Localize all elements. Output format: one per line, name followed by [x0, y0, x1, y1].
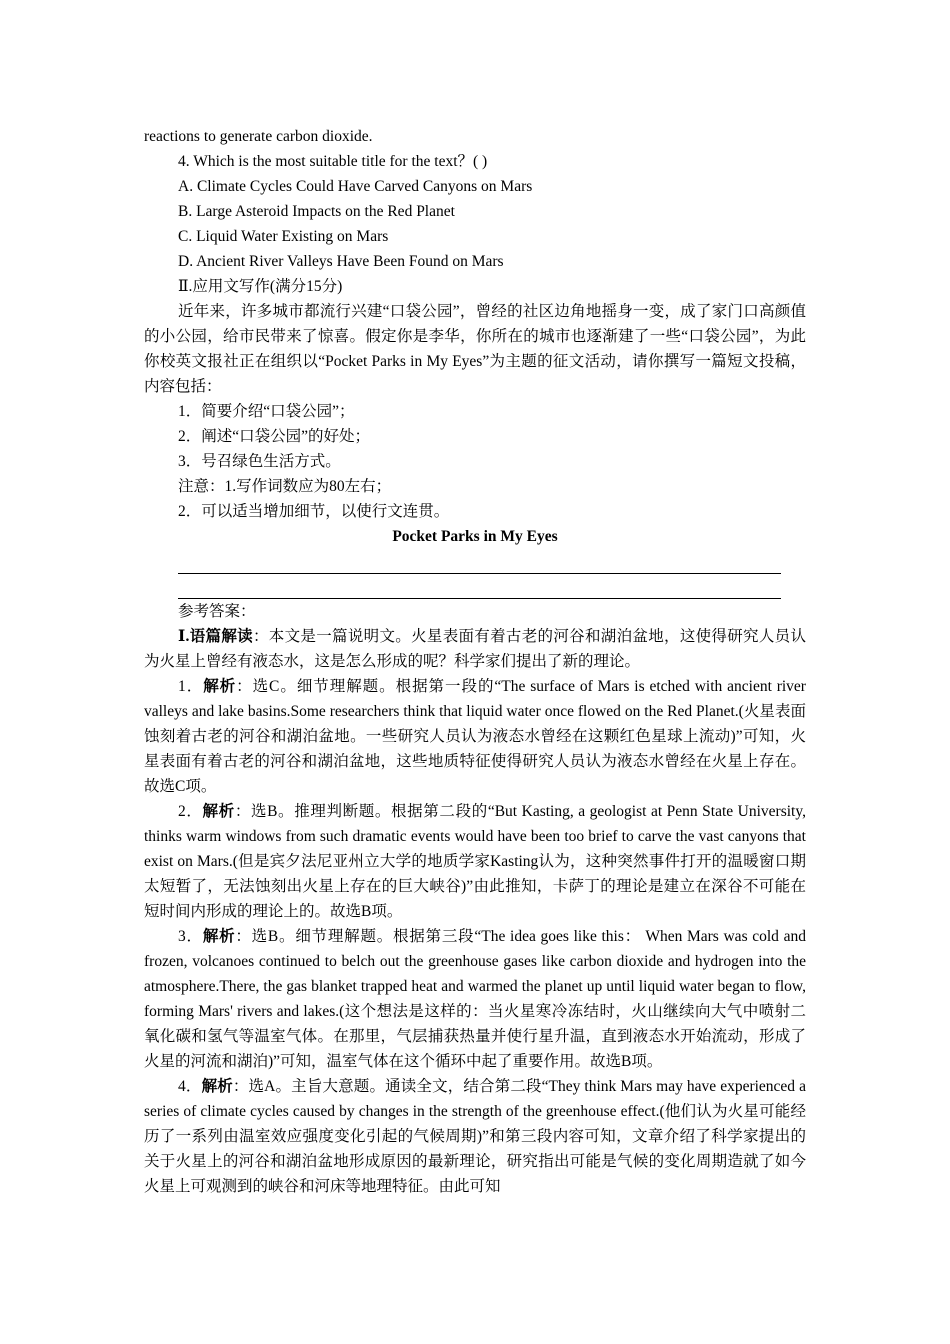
writing-point-1: 1．简要介绍“口袋公园”；	[178, 403, 355, 420]
answer-label: 解析	[202, 928, 236, 945]
answer-number: 1．	[178, 678, 204, 695]
writing-note-1: 注意：1.写作词数应为80左右；	[178, 478, 392, 495]
answer-3	[144, 924, 806, 1074]
answer-2	[144, 799, 806, 924]
passage-intro	[144, 624, 806, 674]
q3-continuation: reactions to generate carbon dioxide.	[144, 128, 373, 145]
answer-text: ：选B。推理判断题。根据第二段的“But Kasting, a geologist at Penn State University, thinks warm windows from such dramatic events would have been too brief to carve the vast canyons that exist on Mars.(但是宾夕法尼亚州立大学的地质学家Kasting认为，这种突然事件打开的温暖窗口期太短暂了，无法蚀刻出火星上存在的巨大峡谷)”由此推知，卡萨丁的理论是建立在深谷不可能在短时间内形成的理论上的。故选B项。	[144, 803, 806, 920]
answers-heading: 参考答案：	[178, 603, 256, 620]
writing-prompt: 近年来，许多城市都流行兴建“口袋公园”，曾经的社区边角地摇身一变，成了家门口高颜值的小公园，给市民带来了惊喜。假定你是李华，你所在的城市也逐渐建了一些“口袋公园”，为此你校英文报社正在组织以“Pocket Parks in My Eyes”为主题的征文活动，请你撰写一篇短文投稿，内容包括：	[144, 303, 806, 395]
essay-title: Pocket Parks in My Eyes	[392, 528, 558, 545]
answer-number: 3．	[178, 928, 203, 945]
answer-label: 解析	[203, 678, 237, 695]
intro-label: Ⅰ.语篇解读	[178, 628, 253, 645]
writing-note-2: 2．可以适当增加细节，以使行文连贯。	[178, 503, 450, 520]
answer-label: 解析	[202, 803, 235, 820]
intro-text: ：本文是一篇说明文。火星表面有着古老的河谷和湖泊盆地，这使得研究人员认为火星上曾经有液态水，这是怎么形成的呢？科学家们提出了新的理论。	[144, 628, 806, 670]
question-4-stem: 4. Which is the most suitable title for the text？( )	[178, 153, 488, 170]
option-c: C. Liquid Water Existing on Mars	[178, 228, 389, 245]
answer-text: ：选B。细节理解题。根据第三段“The idea goes like this： When Mars was cold and frozen, volcanoes continued to belch out the greenhouse gases like carbon dioxide and hydrogen into the atmosphere.There, the gas blanket trapped heat and warmed the planet up until liquid water began to flow, forming Mars' rivers and lakes.(这个想法是这样的：当火星寒冷冻结时，火山继续向大气中喷射二氧化碳和氢气等温室气体。在那里，气层捕获热量并使行星升温，直到液态水开始流动，形成了火星的河流和湖泊)”可知，温室气体在这个循环中起了重要作用。故选B项。	[144, 928, 806, 1070]
option-a: A. Climate Cycles Could Have Carved Canyons on Mars	[178, 178, 533, 195]
option-b: B. Large Asteroid Impacts on the Red Planet	[178, 203, 455, 220]
answer-1	[144, 674, 806, 799]
answer-text: ：选A。主旨大意题。通读全文，结合第二段“They think Mars may have experienced a series of climate cycles caused by changes in the strength of the greenhouse effect.(他们认为火星可能经历了一系列由温室效应强度变化引起的气候周期)”和第三段内容可知，文章介绍了科学家提出的关于火星上的河谷和湖泊盆地形成原因的最新理论，研究指出可能是气候的变化周期造就了如今火星上可观测到的峡谷和河床等地理特征。由此可知	[144, 1078, 806, 1195]
writing-point-3: 3．号召绿色生活方式。	[178, 453, 341, 470]
document-page	[144, 124, 806, 1199]
answer-number: 2．	[178, 803, 203, 820]
answer-number: 4．	[178, 1078, 202, 1095]
option-d: D. Ancient River Valleys Have Been Found on Mars	[178, 253, 504, 270]
answer-label: 解析	[201, 1078, 233, 1095]
writing-point-2: 2．阐述“口袋公园”的好处；	[178, 428, 371, 445]
answer-text: ：选C。细节理解题。根据第一段的“The surface of Mars is etched with ancient river valleys and lake basins.Some researchers think that liquid water once flowed on the Red Planet.(火星表面蚀刻着古老的河谷和湖泊盆地。一些研究人员认为液态水曾经在这颗红色星球上流动)”可知，火星表面有着古老的河谷和湖泊盆地，这些地质特征使得研究人员认为液态水曾经在火星上存在。故选C项。	[144, 678, 806, 795]
writing-heading: Ⅱ.应用文写作(满分15分)	[178, 278, 343, 295]
answer-4	[144, 1074, 806, 1199]
answer-line-2	[178, 574, 781, 599]
answer-line-1	[178, 549, 781, 574]
